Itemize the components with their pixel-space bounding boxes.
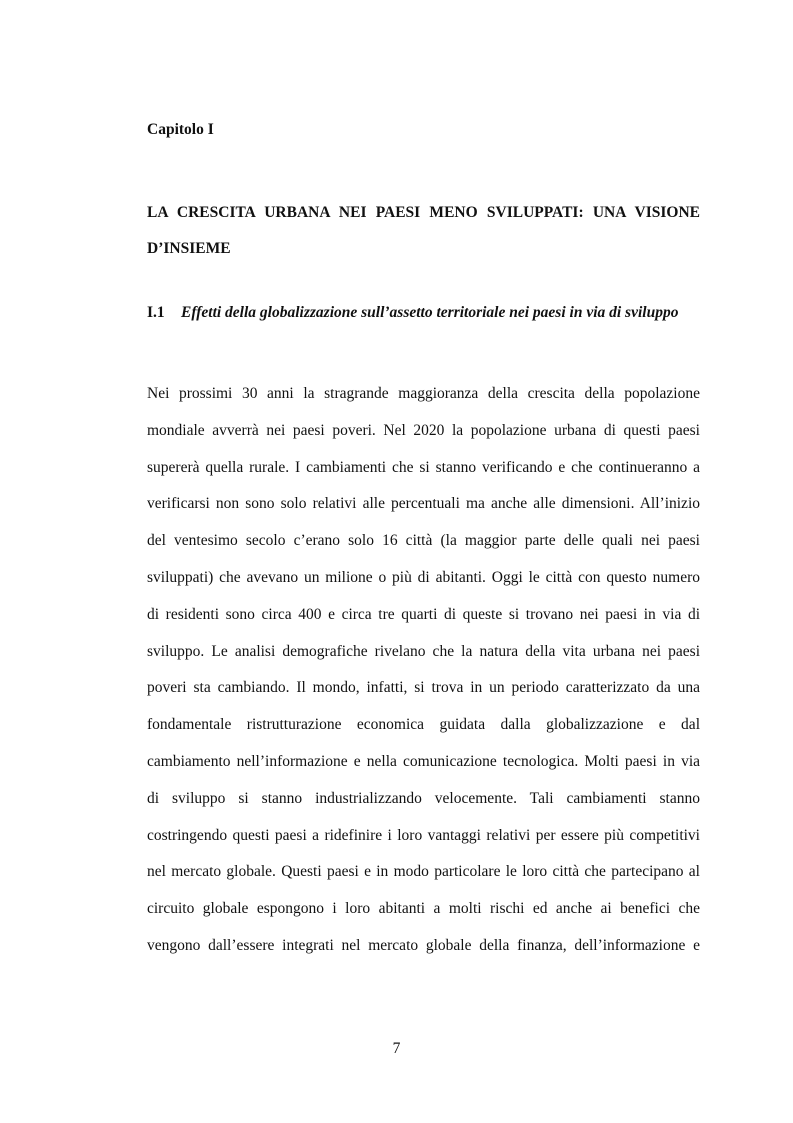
body-line: sviluppati) che avevano un milione o più di abitanti. Oggi le città con questo numero [147,568,700,586]
body-line: mondiale avverrà nei paesi poveri. Nel 2020 la popolazione urbana di questi paesi [147,421,700,439]
body-line: cambiamento nell’informazione e nella comunicazione tecnologica. Molti paesi in via [147,752,700,770]
body-line: fondamentale ristrutturazione economica guidata dalla globalizzazione e dal [147,716,700,734]
body-line: del ventesimo secolo c’erano solo 16 città (la maggior parte delle quali nei paesi [147,532,700,550]
page-number: 7 [392,1040,401,1057]
body-line: di residenti sono circa 400 e circa tre quarti di queste si trovano nei paesi in via di [147,605,700,623]
body-line: poveri sta cambiando. Il mondo, infatti, si trova in un periodo caratterizzato da una [147,679,700,697]
chapter-title-line: D’INSIEME [147,240,231,257]
chapter-title-line: LA CRESCITA URBANA NEI PAESI MENO SVILUPPATI: UNA VISIONE [147,204,700,221]
body-line: verificarsi non sono solo relativi alle percentuali ma anche alle dimensioni. All’inizio [147,495,700,513]
chapter-label: Capitolo I [147,121,214,138]
body-line: nel mercato globale. Questi paesi e in modo particolare le loro città che partecipano al [147,863,700,881]
body-line: costringendo questi paesi a ridefinire i loro vantaggi relativi per essere più competitivi [147,826,700,844]
section-number: I.1 [147,304,165,321]
body-line: di sviluppo si stanno industrializzando velocemente. Tali cambiamenti stanno [147,789,700,807]
body-line: vengono dall’essere integrati nel mercato globale della finanza, dell’informazione e [147,936,700,954]
chapter-title [147,195,700,267]
body-line: sviluppo. Le analisi demografiche rivelano che la natura della vita urbana nei paesi [147,642,700,660]
section-title: Effetti della globalizzazione sull’assetto territoriale nei paesi in via di sviluppo [181,304,679,321]
section-heading [147,304,707,322]
body-paragraph [147,376,700,965]
body-line: Nei prossimi 30 anni la stragrande maggioranza della crescita della popolazione [147,385,700,402]
body-line: supererà quella rurale. I cambiamenti che si stanno verificando e che continueranno a [147,458,700,476]
body-line: circuito globale espongono i loro abitanti a molti rischi ed anche ai benefici che [147,900,700,918]
